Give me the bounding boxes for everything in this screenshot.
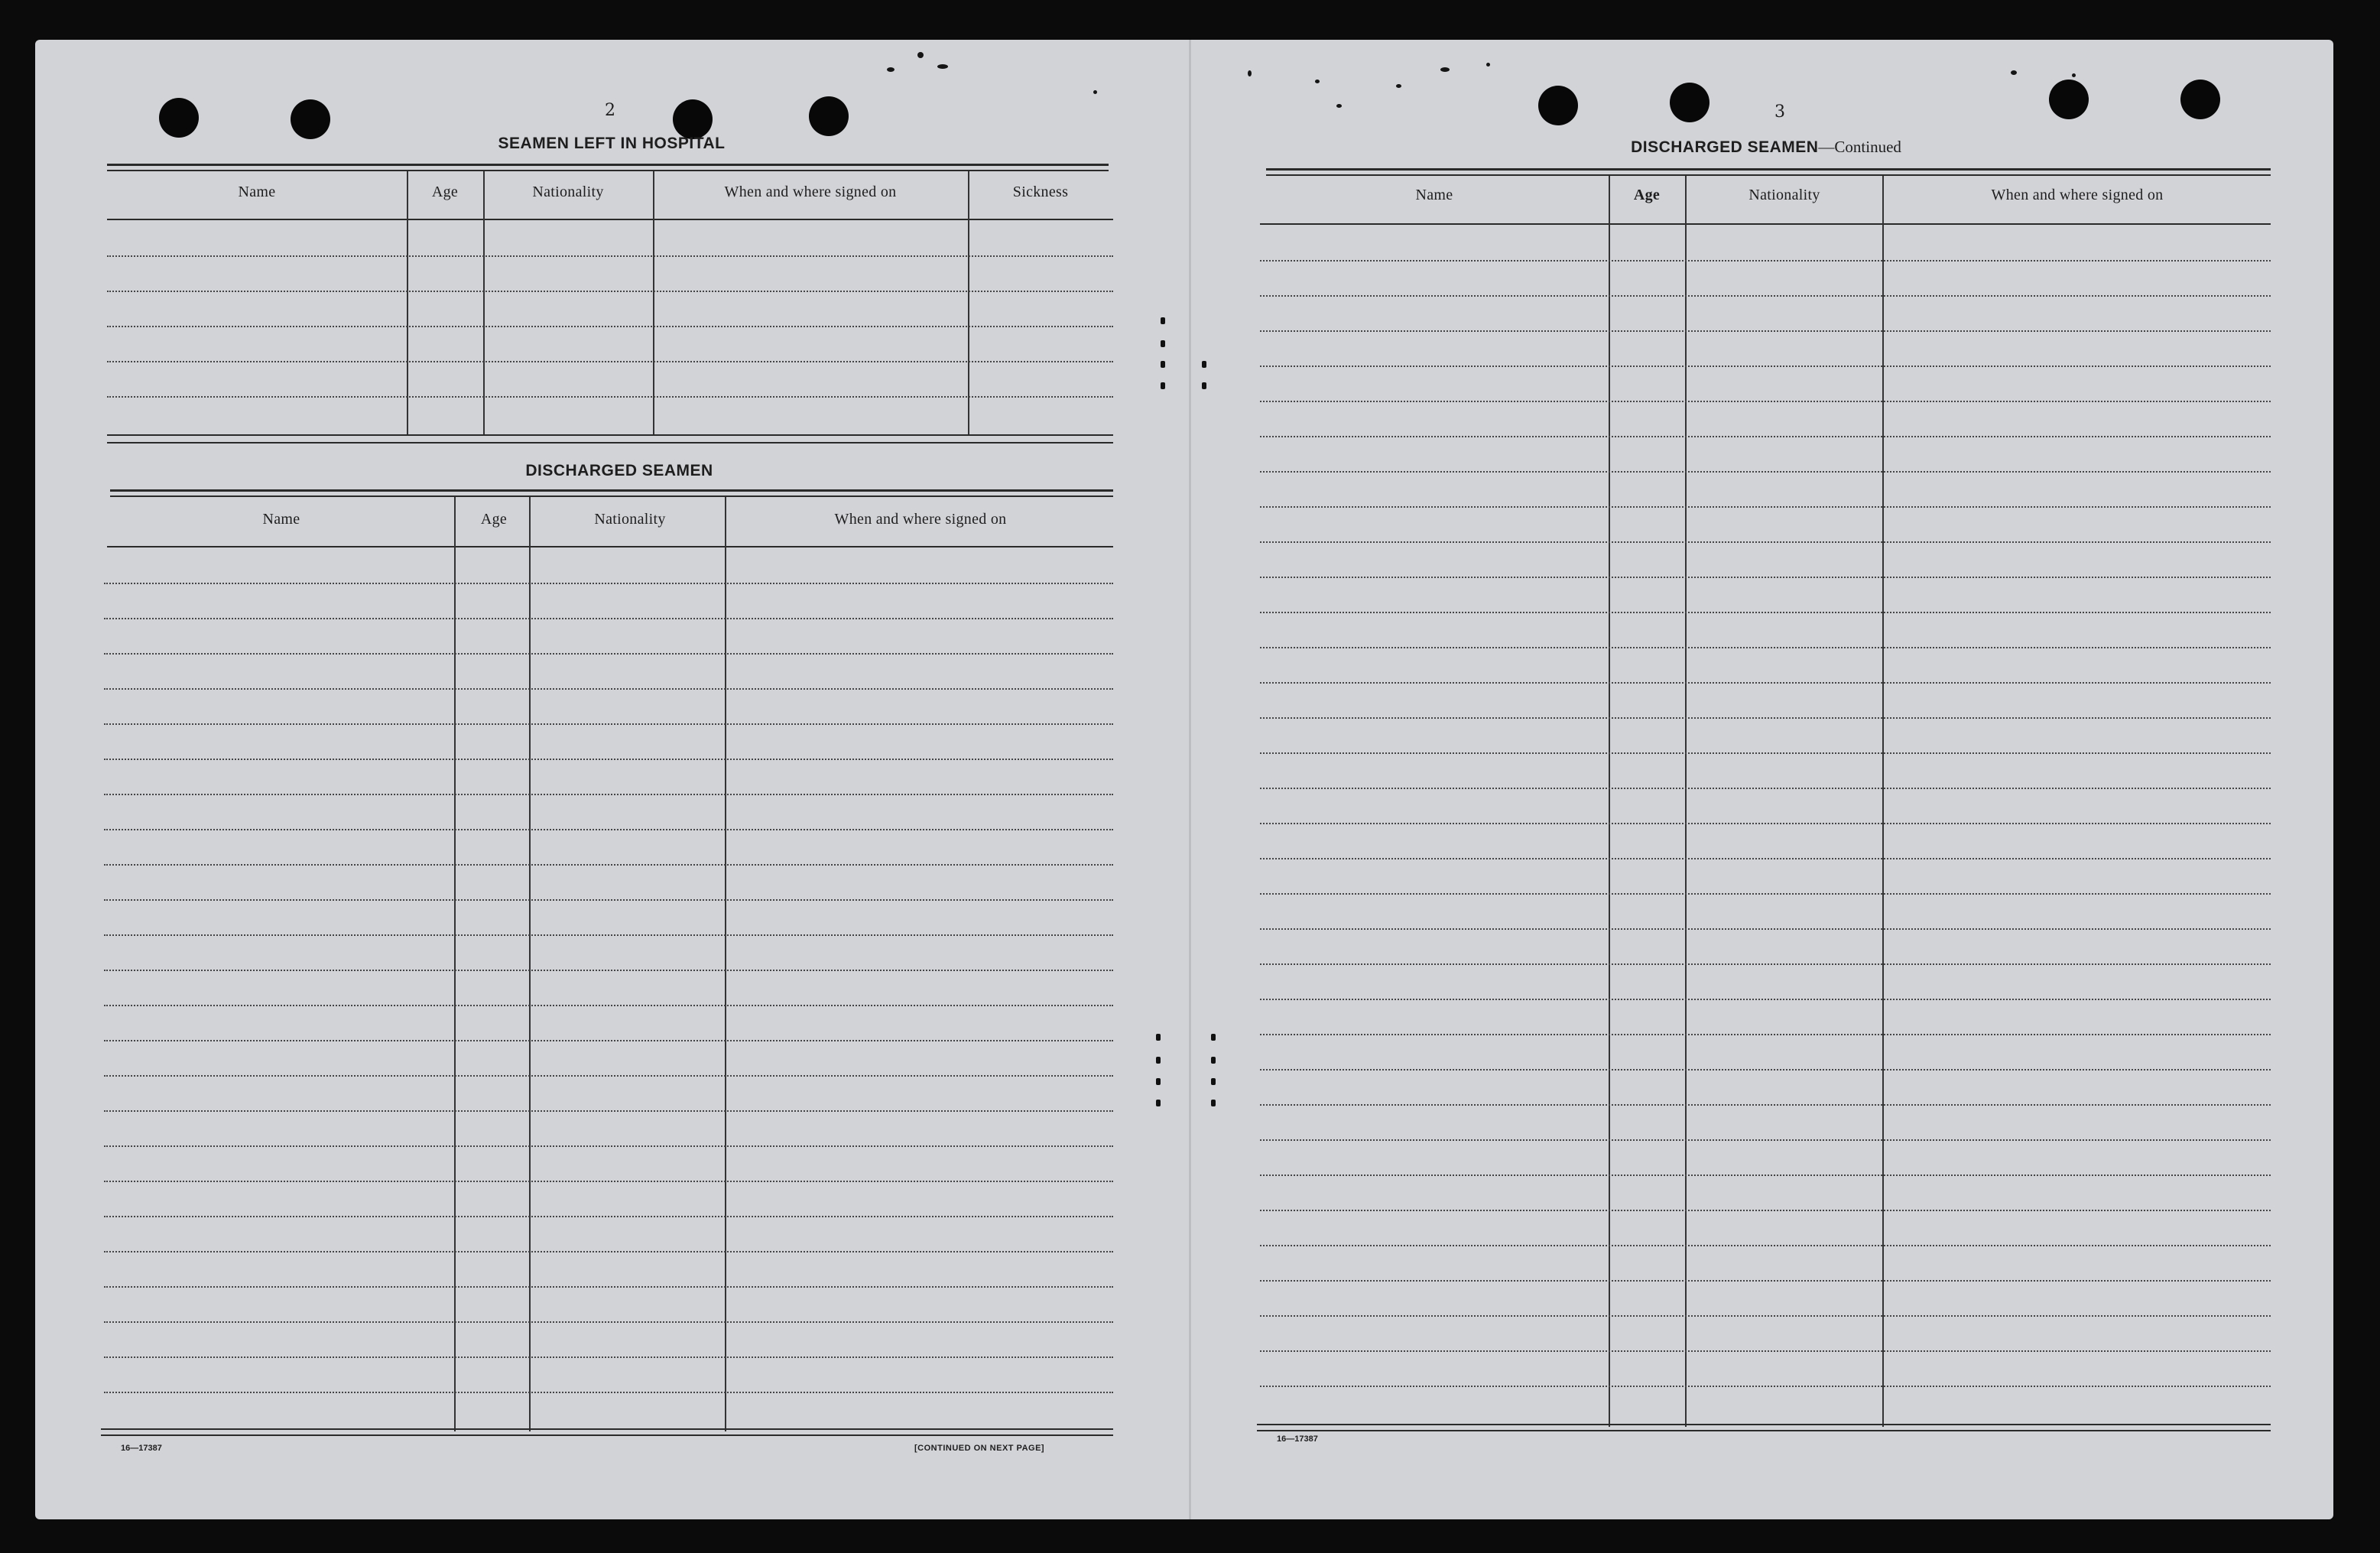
ink-speck — [1336, 104, 1342, 108]
form-number-right: 16—17387 — [1277, 1434, 1318, 1444]
table-top-rule — [107, 170, 1109, 171]
hospital-col-sickness: Sickness — [1012, 184, 1069, 200]
entry-line — [1260, 788, 2271, 789]
page-number-right: 3 — [1774, 102, 1785, 122]
entry-line — [1260, 471, 2271, 473]
entry-line — [104, 1005, 1113, 1006]
binding-mark — [1161, 382, 1165, 389]
binding-mark — [1211, 1078, 1216, 1085]
entry-line — [107, 361, 1113, 362]
ink-speck — [2011, 70, 2017, 75]
entry-line — [1260, 823, 2271, 824]
punch-hole — [159, 98, 199, 138]
entry-line — [1260, 999, 2271, 1000]
binding-mark — [1161, 340, 1165, 347]
entry-line — [104, 618, 1113, 619]
entry-line — [104, 1251, 1113, 1252]
hospital-col-name: Name — [238, 184, 276, 200]
page-fold — [1189, 40, 1191, 1519]
binding-mark — [1156, 1057, 1161, 1064]
entry-line — [1260, 1350, 2271, 1352]
entry-line — [1260, 506, 2271, 508]
discharged-divider — [454, 497, 456, 1431]
discharged-col-name: Name — [262, 511, 300, 528]
discharged-continued-suffix: —Continued — [1818, 138, 1901, 156]
table-bottom-rule — [1257, 1424, 2271, 1425]
entry-line — [1260, 963, 2271, 965]
entry-line — [1260, 295, 2271, 297]
binding-mark — [1202, 361, 1206, 368]
table-bottom-rule — [107, 434, 1113, 436]
discharged-continued-main: DISCHARGED SEAMEN — [1631, 138, 1819, 156]
right-divider — [1609, 176, 1610, 1427]
entry-line — [104, 759, 1113, 760]
hospital-col-nationality: Nationality — [532, 184, 604, 200]
entry-line — [104, 583, 1113, 584]
entry-line — [1260, 717, 2271, 719]
entry-line — [1260, 577, 2271, 578]
table-bottom-rule — [101, 1428, 1113, 1430]
entry-line — [104, 934, 1113, 936]
entry-line — [104, 1075, 1113, 1077]
binding-mark — [1202, 382, 1206, 389]
entry-line — [1260, 1104, 2271, 1106]
entry-line — [1260, 1210, 2271, 1211]
entry-line — [1260, 541, 2271, 543]
form-number-left: 16—17387 — [121, 1444, 162, 1453]
entry-line — [1260, 1069, 2271, 1071]
entry-line — [1260, 1245, 2271, 1246]
entry-line — [104, 723, 1113, 725]
entry-line — [1260, 1139, 2271, 1141]
continued-note: [CONTINUED ON NEXT PAGE] — [914, 1444, 1045, 1453]
table-top-rule — [1266, 174, 2271, 176]
binding-mark — [1156, 1100, 1161, 1106]
entry-line — [104, 970, 1113, 971]
table-top-rule — [110, 489, 1113, 492]
right-col-signed-on: When and where signed on — [1991, 187, 2164, 203]
entry-line — [1260, 893, 2271, 895]
entry-line — [1260, 436, 2271, 437]
punch-hole — [2049, 80, 2089, 119]
right-col-name: Name — [1415, 187, 1453, 203]
entry-line — [104, 1392, 1113, 1393]
binding-mark — [1156, 1078, 1161, 1085]
entry-line — [104, 829, 1113, 830]
ink-speck — [937, 64, 948, 69]
hospital-col-age: Age — [431, 184, 459, 200]
ink-speck — [2072, 73, 2076, 77]
entry-line — [107, 255, 1113, 257]
table-bottom-rule — [1257, 1430, 2271, 1431]
right-divider — [1882, 176, 1884, 1427]
entry-line — [104, 1356, 1113, 1358]
entry-line — [104, 864, 1113, 866]
ink-speck — [917, 52, 924, 58]
form-sheet — [35, 40, 2333, 1519]
hospital-col-signed-on: When and where signed on — [724, 184, 897, 200]
right-col-age: Age — [1633, 187, 1661, 203]
entry-line — [104, 1216, 1113, 1217]
entry-line — [107, 396, 1113, 398]
entry-line — [104, 1145, 1113, 1147]
table-top-rule — [107, 164, 1109, 166]
entry-line — [104, 1040, 1113, 1041]
discharged-col-age: Age — [480, 511, 508, 528]
ink-speck — [1315, 80, 1320, 83]
entry-line — [104, 1110, 1113, 1112]
ink-speck — [1440, 67, 1450, 72]
header-bottom-rule — [1260, 223, 2271, 225]
punch-hole — [291, 99, 330, 139]
entry-line — [1260, 1034, 2271, 1035]
entry-line — [1260, 1386, 2271, 1387]
binding-mark — [1211, 1057, 1216, 1064]
entry-line — [104, 688, 1113, 690]
entry-line — [1260, 612, 2271, 613]
entry-line — [1260, 330, 2271, 332]
binding-mark — [1161, 361, 1165, 368]
header-bottom-rule — [107, 546, 1113, 547]
punch-hole — [1670, 83, 1710, 122]
entry-line — [1260, 752, 2271, 754]
entry-line — [1260, 401, 2271, 402]
discharged-section-title: DISCHARGED SEAMEN — [525, 462, 713, 479]
table-bottom-rule — [101, 1434, 1113, 1436]
discharged-col-signed-on: When and where signed on — [834, 511, 1007, 528]
entry-line — [104, 1181, 1113, 1182]
entry-line — [1260, 1280, 2271, 1282]
page-number-left: 2 — [605, 101, 615, 120]
table-top-rule — [110, 495, 1113, 497]
entry-line — [1260, 858, 2271, 859]
table-top-rule — [1266, 168, 2271, 171]
entry-line — [1260, 647, 2271, 648]
entry-line — [1260, 682, 2271, 684]
entry-line — [1260, 928, 2271, 930]
discharged-divider — [725, 497, 726, 1431]
discharged-col-nationality: Nationality — [594, 511, 666, 528]
binding-mark — [1211, 1034, 1216, 1041]
header-bottom-rule — [107, 219, 1113, 220]
entry-line — [1260, 1174, 2271, 1176]
punch-hole — [673, 99, 713, 139]
entry-line — [104, 899, 1113, 901]
ink-speck — [887, 67, 895, 72]
discharged-divider — [529, 497, 531, 1431]
punch-hole — [2180, 80, 2220, 119]
ink-speck — [1486, 63, 1490, 67]
entry-line — [1260, 366, 2271, 367]
entry-line — [1260, 260, 2271, 262]
ink-speck — [1396, 84, 1401, 88]
binding-mark — [1211, 1100, 1216, 1106]
entry-line — [104, 794, 1113, 795]
binding-mark — [1156, 1034, 1161, 1041]
discharged-continued-title — [1560, 138, 1973, 157]
table-bottom-rule — [107, 442, 1113, 443]
ink-speck — [1248, 70, 1252, 76]
entry-line — [107, 326, 1113, 327]
punch-hole — [1538, 86, 1578, 125]
entry-line — [1260, 1315, 2271, 1317]
binding-mark — [1161, 317, 1165, 324]
entry-line — [104, 1321, 1113, 1323]
right-col-nationality: Nationality — [1748, 187, 1820, 203]
ink-speck — [1093, 90, 1097, 94]
entry-line — [104, 653, 1113, 655]
entry-line — [107, 291, 1113, 292]
hospital-section-title: SEAMEN LEFT IN HOSPITAL — [498, 135, 726, 152]
right-divider — [1685, 176, 1687, 1427]
entry-line — [104, 1286, 1113, 1288]
punch-hole — [809, 96, 849, 136]
